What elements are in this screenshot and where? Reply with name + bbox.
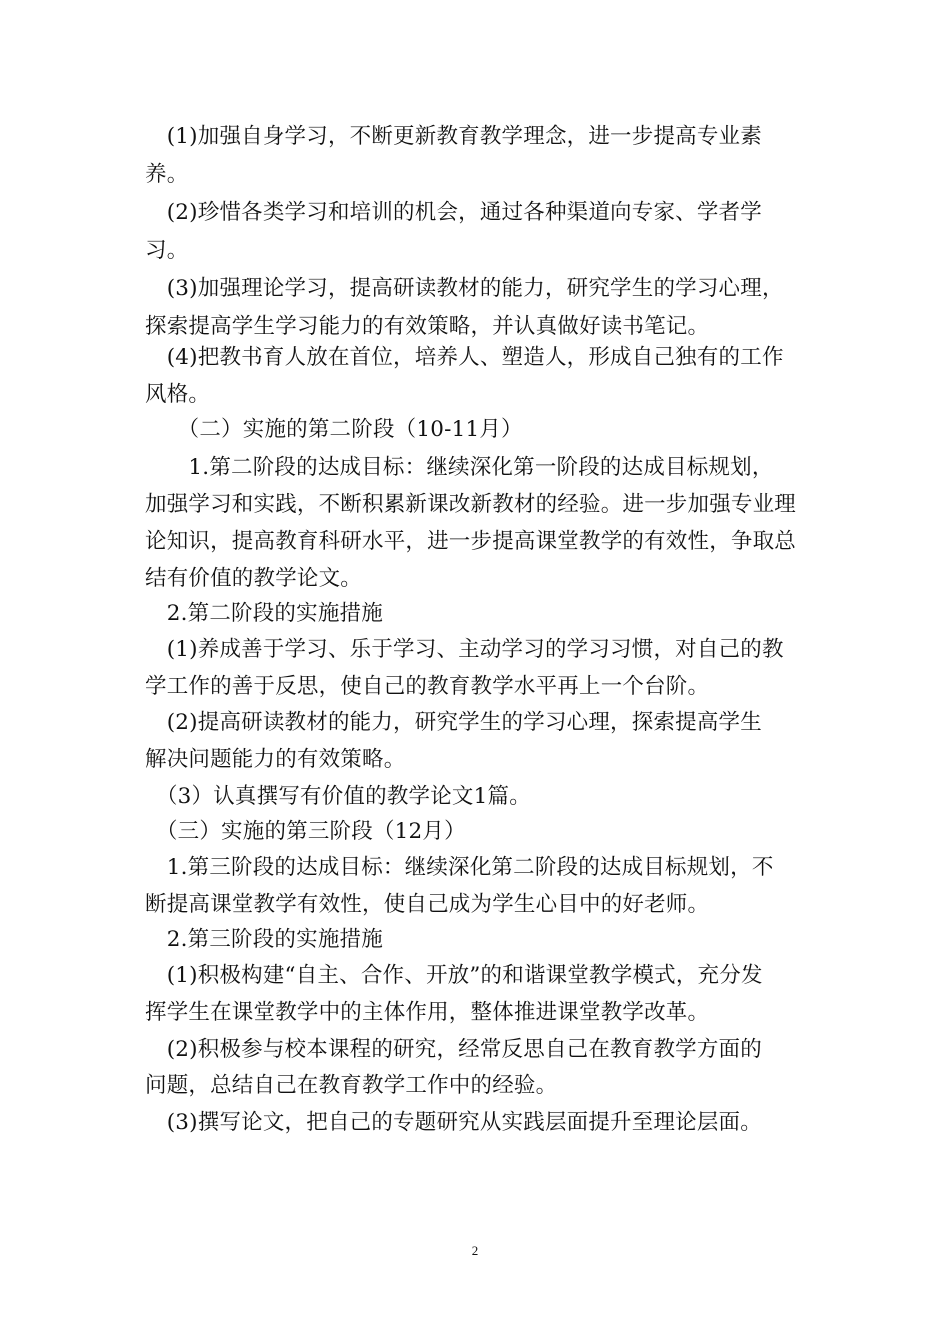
text-line: 断提高课堂教学有效性，使自己成为学生心目中的好老师。 [145, 892, 710, 917]
text-line: （3）认真撰写有价值的教学论文1篇。 [145, 784, 531, 809]
text-line: 风格。 [145, 382, 211, 407]
section-heading: （二）实施的第二阶段（10-11月） [145, 417, 523, 442]
text-line: (1)养成善于学习、乐于学习、主动学习的学习习惯，对自己的教 [145, 637, 784, 662]
text-line: (1)加强自身学习，不断更新教育教学理念，进一步提高专业素 [145, 124, 762, 149]
text-line: (2)提高研读教材的能力，研究学生的学习心理，探索提高学生 [145, 710, 762, 735]
text-line: 探索提高学生学习能力的有效策略，并认真做好读书笔记。 [145, 314, 710, 339]
text-line: 学工作的善于反思，使自己的教育教学水平再上一个台阶。 [145, 674, 710, 699]
section-heading: （三）实施的第三阶段（12月） [145, 819, 466, 844]
text-line: 结有价值的教学论文。 [145, 566, 363, 591]
text-line: (4)把教书育人放在首位，培养人、塑造人，形成自己独有的工作 [145, 345, 784, 370]
text-line: 1.第三阶段的达成目标：继续深化第二阶段的达成目标规划，不 [145, 855, 774, 880]
text-line: 2.第二阶段的实施措施 [145, 601, 383, 626]
text-line: (2)积极参与校本课程的研究，经常反思自己在教育教学方面的 [145, 1037, 762, 1062]
text-line: 论知识，提高教育科研水平，进一步提高课堂教学的有效性，争取总 [145, 529, 797, 554]
text-line: 习。 [145, 238, 189, 263]
text-line: (2)珍惜各类学习和培训的机会，通过各种渠道向专家、学者学 [145, 200, 762, 225]
text-line: 养。 [145, 162, 189, 187]
text-line: 挥学生在课堂教学中的主体作用，整体推进课堂教学改革。 [145, 1000, 710, 1025]
text-line: 2.第三阶段的实施措施 [145, 927, 383, 952]
text-line: 加强学习和实践，不断积累新课改新教材的经验。进一步加强专业理 [145, 492, 797, 517]
text-line: 1.第二阶段的达成目标：继续深化第一阶段的达成目标规划， [145, 455, 774, 480]
text-line: (3)撰写论文，把自己的专题研究从实践层面提升至理论层面。 [145, 1110, 762, 1135]
text-line: 解决问题能力的有效策略。 [145, 747, 406, 772]
text-line: 问题，总结自己在教育教学工作中的经验。 [145, 1073, 558, 1098]
page-number: 2 [471, 1243, 479, 1258]
text-line: (3)加强理论学习，提高研读教材的能力，研究学生的学习心理， [145, 276, 784, 301]
text-line: (1)积极构建“自主、合作、开放”的和谐课堂教学模式，充分发 [145, 963, 763, 988]
